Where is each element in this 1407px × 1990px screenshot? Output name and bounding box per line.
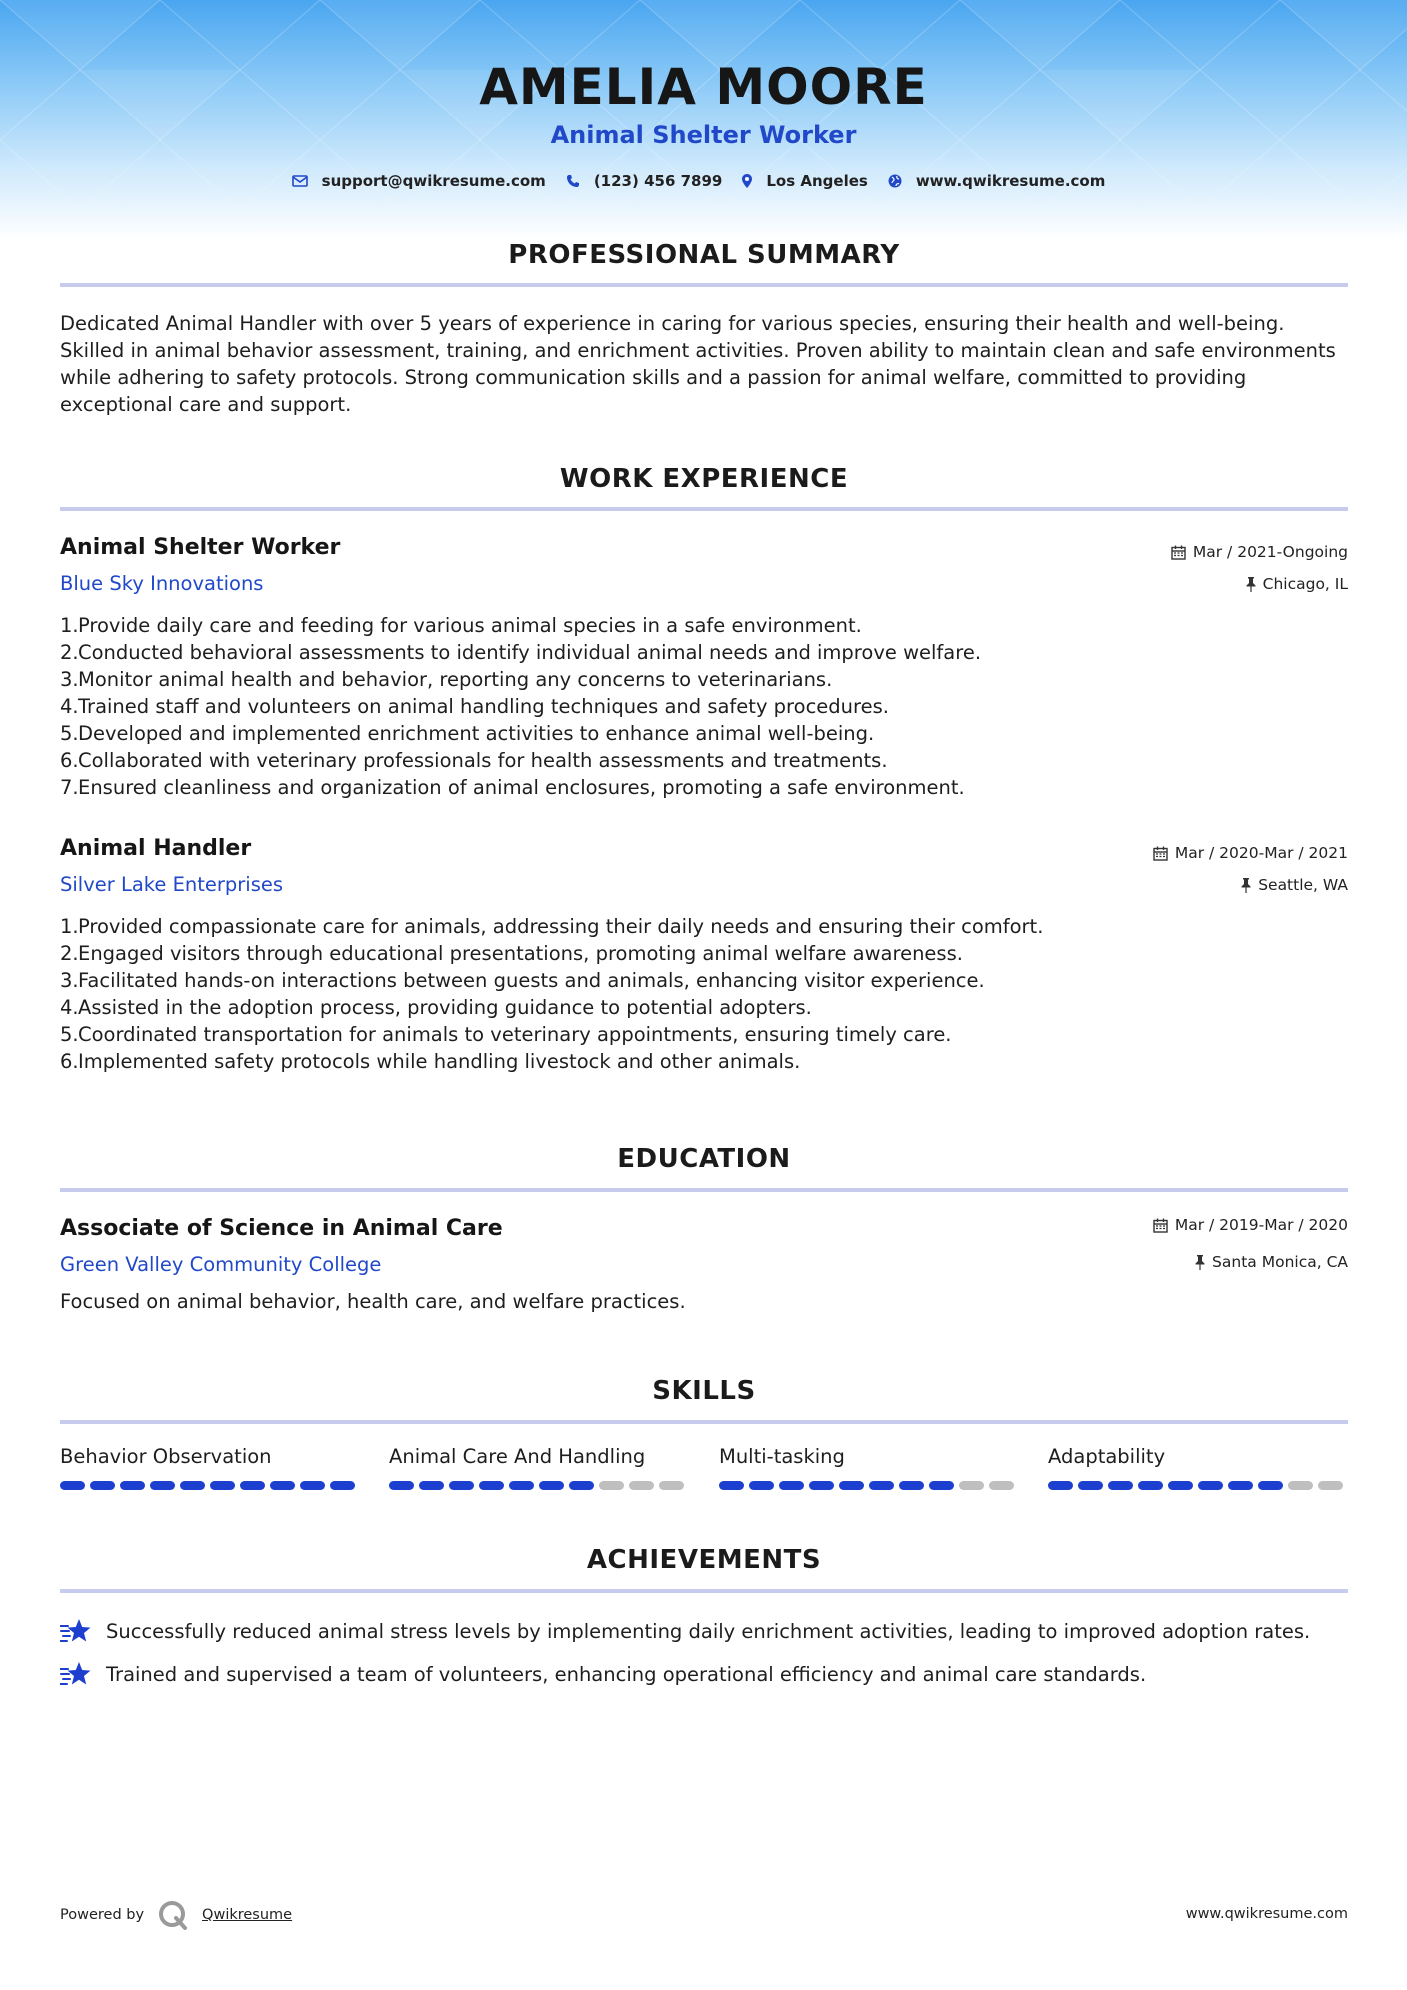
skill-segment-filled [569, 1481, 594, 1490]
section-divider [60, 1420, 1348, 1424]
list-item: Conducted behavioral assessments to identify individual animal needs and improve welfare. [78, 641, 982, 664]
skill-segment-filled [929, 1481, 954, 1490]
school-name[interactable]: Green Valley Community College [60, 1253, 382, 1276]
skill-item [719, 1445, 1019, 1490]
skill-segment-filled [779, 1481, 804, 1490]
job-bullets [60, 612, 1366, 801]
skill-segment-filled [419, 1481, 444, 1490]
list-item: Collaborated with veterinary professionals for health assessments and treatments. [78, 749, 888, 772]
achievement-text: Successfully reduced animal stress levels by implementing daily enrichment activities, leading to improved adoption rates. [106, 1619, 1311, 1643]
skill-segment-filled [270, 1481, 295, 1490]
contact-bar [0, 172, 1407, 190]
skill-segment-filled [1198, 1481, 1223, 1490]
skill-segment-filled [749, 1481, 774, 1490]
job-dates [1171, 543, 1348, 561]
education-dates [1153, 1216, 1348, 1234]
skill-segment-filled [60, 1481, 85, 1490]
experience-heading: WORK EXPERIENCE [559, 464, 849, 494]
header-background [0, 0, 1407, 240]
candidate-name: AMELIA MOORE [479, 58, 928, 116]
list-item: Coordinated transportation for animals to veterinary appointments, ensuring timely care. [78, 1023, 952, 1046]
skill-segment-filled [330, 1481, 355, 1490]
skill-segment-filled [389, 1481, 414, 1490]
globe-icon [888, 174, 902, 188]
skill-rating-bar [719, 1481, 1019, 1490]
skill-segment-empty [629, 1481, 654, 1490]
pushpin-icon [1246, 577, 1256, 592]
envelope-icon [292, 175, 308, 187]
achievement-item [60, 1617, 1348, 1645]
skill-item [1048, 1445, 1348, 1490]
education-heading: EDUCATION [617, 1144, 791, 1174]
email-text: support@qwikresume.com [321, 172, 546, 190]
dates-text: Mar / 2021-Ongoing [1192, 543, 1348, 561]
achievements-heading: ACHIEVEMENTS [586, 1545, 822, 1575]
job-title: Animal Handler [60, 836, 252, 861]
skill-segment-filled [180, 1481, 205, 1490]
section-divider [60, 1589, 1348, 1593]
skill-segment-filled [300, 1481, 325, 1490]
skill-segment-filled [210, 1481, 235, 1490]
skill-segment-filled [1258, 1481, 1283, 1490]
skill-item [389, 1445, 689, 1490]
pushpin-icon [1241, 878, 1251, 893]
calendar-icon [1153, 1218, 1168, 1233]
list-item: Ensured cleanliness and organization of animal enclosures, promoting a safe environment. [78, 776, 965, 799]
skill-segment-filled [1168, 1481, 1193, 1490]
brand-link[interactable]: Qwikresume [202, 1907, 293, 1923]
skill-segment-empty [1318, 1481, 1343, 1490]
map-pin-icon [742, 174, 752, 188]
candidate-title: Animal Shelter Worker [550, 121, 857, 149]
skill-name: Multi-tasking [719, 1445, 845, 1468]
list-item: Provide daily care and feeding for various animal species in a safe environment. [78, 614, 862, 637]
company-name[interactable]: Silver Lake Enterprises [60, 873, 284, 896]
contact-email[interactable] [292, 172, 546, 190]
phone-icon [566, 174, 580, 188]
dates-text: Mar / 2020-Mar / 2021 [1174, 844, 1348, 862]
degree-title: Associate of Science in Animal Care [60, 1216, 503, 1241]
skill-rating-bar [60, 1481, 360, 1490]
footer-powered-by [60, 1900, 292, 1930]
skill-segment-filled [539, 1481, 564, 1490]
location-text: Seattle, WA [1258, 876, 1348, 894]
company-name[interactable]: Blue Sky Innovations [60, 572, 264, 595]
location-text: Santa Monica, CA [1212, 1253, 1348, 1271]
job-location [1241, 876, 1348, 894]
summary-heading: PROFESSIONAL SUMMARY [508, 240, 900, 270]
summary-text: Dedicated Animal Handler with over 5 years of experience in caring for various species, ensuring their health and well-being. Skilled in animal behavior assessment, training, and enrichment activities. Proven ability to maintain clean and safe environments while adhering to safety protocols. Strong communication skills and a passion for animal welfare, committed to providing exceptional care and support. [60, 312, 1336, 416]
footer-website[interactable]: www.qwikresume.com [1185, 1906, 1348, 1922]
pushpin-icon [1195, 1255, 1205, 1270]
powered-by-label: Powered by [60, 1907, 145, 1923]
education-description: Focused on animal behavior, health care, and welfare practices. [60, 1290, 686, 1313]
skills-heading: SKILLS [652, 1376, 756, 1406]
skill-segment-filled [1078, 1481, 1103, 1490]
skill-rating-bar [1048, 1481, 1348, 1490]
list-item: Monitor animal health and behavior, reporting any concerns to veterinarians. [78, 668, 833, 691]
star-icon [60, 1660, 92, 1688]
calendar-icon [1153, 846, 1168, 861]
triangle-pattern [0, 0, 1407, 240]
contact-phone[interactable] [566, 172, 723, 190]
job-title: Animal Shelter Worker [60, 535, 341, 560]
skill-segment-filled [449, 1481, 474, 1490]
skill-segment-empty [1288, 1481, 1313, 1490]
contact-website[interactable] [888, 172, 1106, 190]
list-item: Engaged visitors through educational presentations, promoting animal welfare awareness. [78, 942, 963, 965]
location-text: Chicago, IL [1262, 575, 1348, 593]
skill-segment-filled [869, 1481, 894, 1490]
skill-segment-filled [120, 1481, 145, 1490]
skill-rating-bar [389, 1481, 689, 1490]
skill-segment-filled [719, 1481, 744, 1490]
skill-segment-filled [150, 1481, 175, 1490]
skill-segment-filled [1228, 1481, 1253, 1490]
skill-segment-filled [509, 1481, 534, 1490]
skill-segment-filled [240, 1481, 265, 1490]
skill-name: Behavior Observation [60, 1445, 272, 1468]
list-item: Provided compassionate care for animals, addressing their daily needs and ensuring their comfort. [78, 915, 1044, 938]
section-divider [60, 507, 1348, 511]
skill-segment-filled [899, 1481, 924, 1490]
skill-segment-filled [90, 1481, 115, 1490]
job-dates [1153, 844, 1348, 862]
contact-location [742, 172, 867, 190]
skill-segment-empty [959, 1481, 984, 1490]
job-location [1246, 575, 1348, 593]
skill-name: Adaptability [1048, 1445, 1166, 1468]
dates-text: Mar / 2019-Mar / 2020 [1174, 1216, 1348, 1234]
list-item: Developed and implemented enrichment activities to enhance animal well-being. [78, 722, 875, 745]
location-text: Los Angeles [766, 172, 868, 190]
skill-segment-filled [1138, 1481, 1163, 1490]
achievement-item [60, 1660, 1348, 1688]
skill-item [60, 1445, 360, 1490]
skill-segment-filled [839, 1481, 864, 1490]
skill-segment-filled [1048, 1481, 1073, 1490]
skill-name: Animal Care And Handling [389, 1445, 646, 1468]
skill-segment-filled [1108, 1481, 1133, 1490]
skill-segment-empty [989, 1481, 1014, 1490]
list-item: Trained staff and volunteers on animal handling techniques and safety procedures. [78, 695, 889, 718]
skill-segment-empty [599, 1481, 624, 1490]
skill-segment-filled [809, 1481, 834, 1490]
qwikresume-logo-icon [158, 1900, 188, 1930]
job-bullets [60, 913, 1366, 1075]
section-divider [60, 1188, 1348, 1192]
skill-segment-empty [659, 1481, 684, 1490]
list-item: Implemented safety protocols while handling livestock and other animals. [78, 1050, 801, 1073]
education-location [1195, 1253, 1348, 1271]
skill-segment-filled [479, 1481, 504, 1490]
star-icon [60, 1617, 92, 1645]
list-item: Assisted in the adoption process, providing guidance to potential adopters. [78, 996, 812, 1019]
list-item: Facilitated hands-on interactions between guests and animals, enhancing visitor experience. [78, 969, 985, 992]
website-text: www.qwikresume.com [915, 172, 1106, 190]
phone-text: (123) 456 7899 [593, 172, 723, 190]
calendar-icon [1171, 545, 1186, 560]
section-divider [60, 283, 1348, 287]
achievement-text: Trained and supervised a team of volunteers, enhancing operational efficiency and animal care standards. [106, 1662, 1147, 1686]
